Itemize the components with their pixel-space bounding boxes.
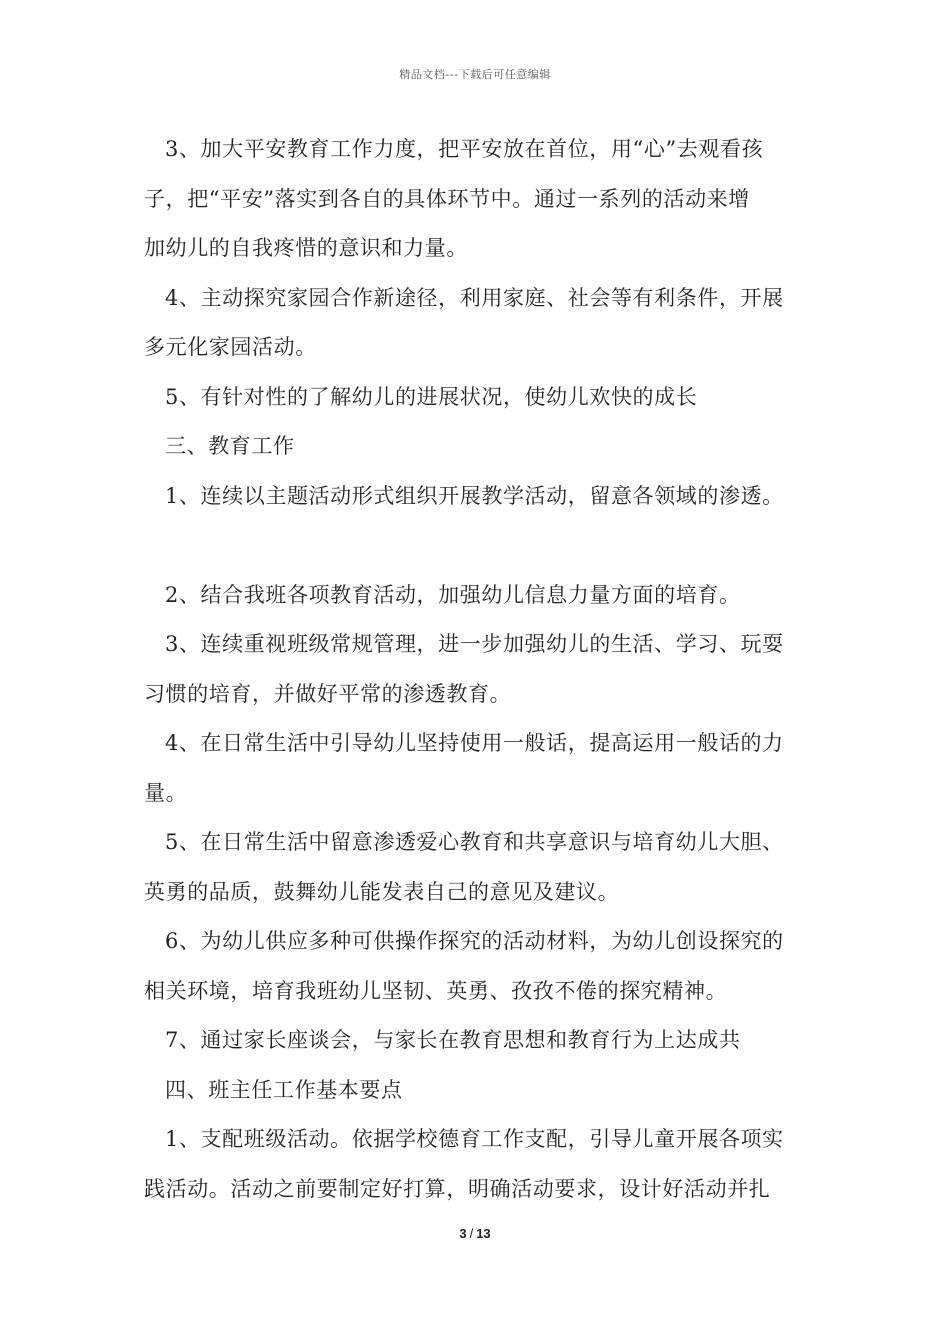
page-header: 精品文档---下载后可任意编辑 bbox=[399, 68, 551, 81]
total-pages-number: 13 bbox=[476, 1226, 491, 1241]
text-line: 7、通过家长座谈会，与家长在教育思想和教育行为上达成共 bbox=[165, 1028, 741, 1052]
text-line: 习惯的培育，并做好平常的渗透教育。 bbox=[144, 681, 512, 706]
text-line: 加幼儿的自我疼惜的意识和力量。 bbox=[144, 236, 468, 260]
text-line: 四、班主任工作基本要点 bbox=[165, 1077, 403, 1102]
page-separator: / bbox=[469, 1226, 474, 1241]
text-line: 1、连续以主题活动形式组织开展教学活动，留意各领域的渗透。 bbox=[165, 483, 784, 508]
document-body bbox=[144, 125, 809, 1214]
text-line: 6、为幼儿供应多种可供操作探究的活动材料，为幼儿创设探究的 bbox=[165, 929, 784, 953]
text-line: 5、有针对性的了解幼儿的进展状况，使幼儿欢快的成长 bbox=[165, 384, 698, 409]
text-line: 多元化家园活动。 bbox=[144, 335, 317, 359]
text-line: 量。 bbox=[144, 780, 188, 805]
text-line: 子，把“平安”落实到各自的具体环节中。通过一系列的活动来增 bbox=[144, 186, 750, 211]
text-line: 三、教育工作 bbox=[165, 434, 295, 458]
text-line: 1、支配班级活动。依据学校德育工作支配，引导儿童开展各项实 bbox=[165, 1127, 784, 1151]
text-line: 践活动。活动之前要制定好打算，明确活动要求，设计好活动并扎 bbox=[144, 1176, 771, 1201]
text-line: 3、加大平安教育工作力度，把平安放在首位，用“心”去观看孩 bbox=[165, 137, 764, 161]
page-number bbox=[0, 1226, 950, 1241]
blank-line bbox=[144, 521, 809, 571]
current-page-number: 3 bbox=[459, 1226, 467, 1241]
text-line: 3、连续重视班级常规管理，进一步加强幼儿的生活、学习、玩耍 bbox=[165, 632, 784, 656]
text-line: 2、结合我班各项教育活动，加强幼儿信息力量方面的培育。 bbox=[165, 582, 741, 607]
text-line: 5、在日常生活中留意渗透爱心教育和共享意识与培育幼儿大胆、 bbox=[165, 830, 784, 854]
text-line: 4、在日常生活中引导幼儿坚持使用一般话，提高运用一般话的力 bbox=[165, 731, 784, 755]
text-line: 相关环境，培育我班幼儿坚韧、英勇、孜孜不倦的探究精神。 bbox=[144, 978, 728, 1003]
text-line: 英勇的品质，鼓舞幼儿能发表自己的意见及建议。 bbox=[144, 879, 620, 904]
text-line: 4、主动探究家园合作新途径，利用家庭、社会等有利条件，开展 bbox=[165, 285, 784, 310]
